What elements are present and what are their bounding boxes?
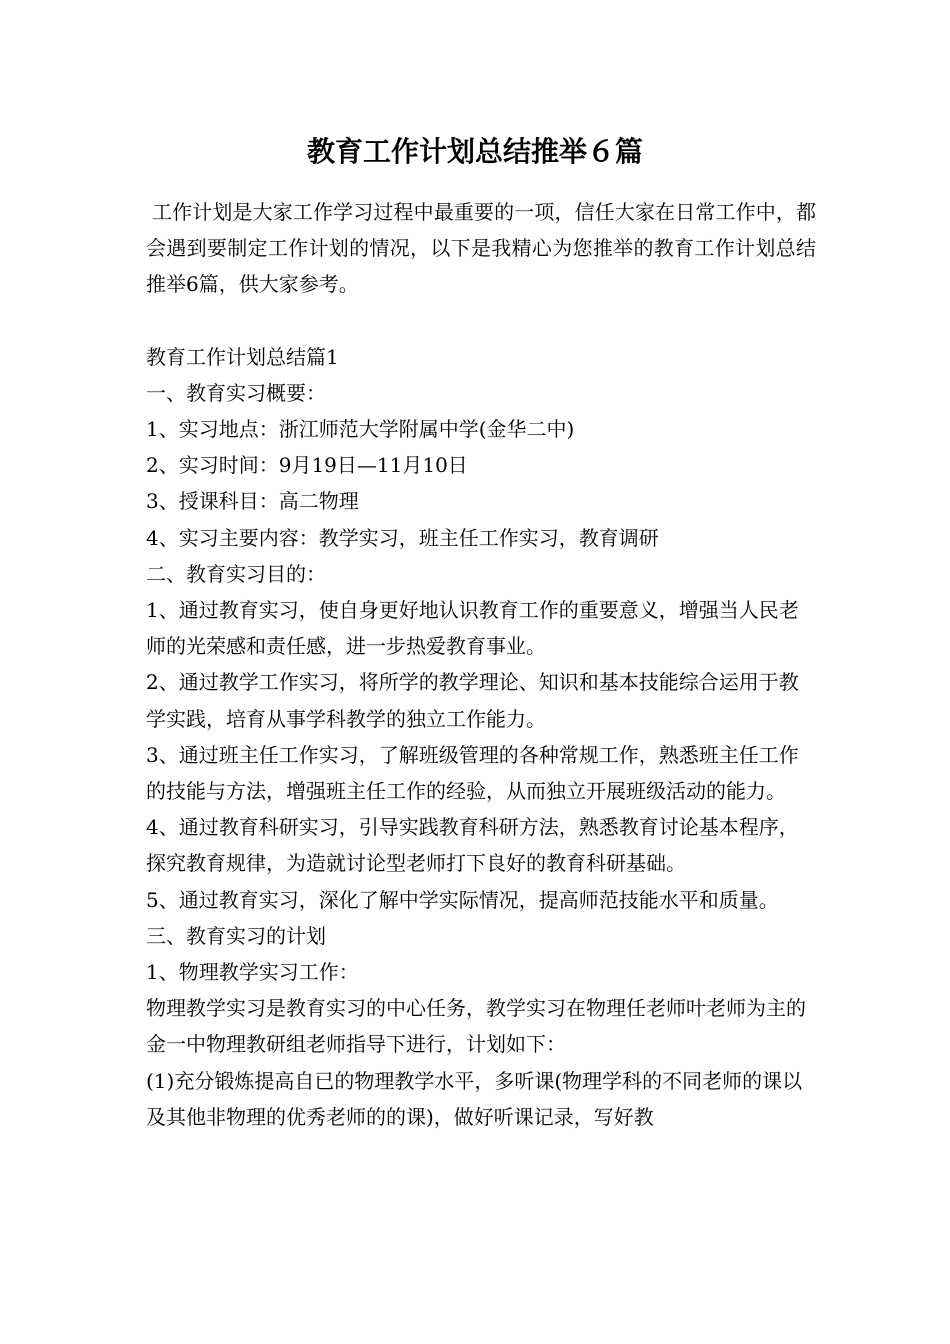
list-item: 2、通过教学工作实习，将所学的教学理论、知识和基本技能综合运用于教学实践，培育从事学科教学的独立工作能力。	[146, 670, 799, 731]
list-item: 3、授课科目：高二物理	[146, 489, 359, 514]
list-item: 3、通过班主任工作实习，了解班级管理的各种常规工作，熟悉班主任工作的技能与方法，增强班主任工作的经验，从而独立开展班级活动的能力。	[146, 742, 799, 804]
paragraph-gap	[146, 303, 816, 339]
intro-paragraph: 工作计划是大家工作学习过程中最重要的一项，信任大家在日常工作中，都会遇到要制定工作计划的情况，以下是我精心为您推举的教育工作计划总结推举6篇，供大家参考。	[146, 200, 816, 297]
subsection-heading: 一、教育实习概要：	[146, 380, 326, 405]
list-item: 1、实习地点：浙江师范大学附属中学(金华二中)	[146, 417, 575, 442]
list-item: 1、物理教学实习工作：	[146, 960, 359, 985]
document-body	[146, 194, 816, 1135]
list-item: 4、实习主要内容：教学实习，班主任工作实习，教育调研	[146, 525, 659, 550]
list-item: 2、实习时间：9月19日—11月10日	[146, 453, 468, 478]
section-heading: 教育工作计划总结篇1	[146, 344, 339, 369]
list-item: 4、通过教育科研实习，引导实践教育科研方法，熟悉教育讨论基本程序，探究教育规律，为造就讨论型老师打下良好的教育科研基础。	[146, 815, 799, 876]
list-item: 5、通过教育实习，深化了解中学实际情况，提高师范技能水平和质量。	[146, 887, 779, 912]
body-paragraph: 物理教学实习是教育实习的中心任务，教学实习在物理任老师叶老师为主的金一中物理教研组老师指导下进行，计划如下：	[146, 996, 806, 1057]
document-title: 教育工作计划总结推举６篇	[306, 135, 643, 168]
list-item: (1)充分锻炼提高自已的物理教学水平，多听课(物理学科的不同老师的课以及其他非物理的优秀老师的的课)，做好听课记录，写好教	[146, 1068, 803, 1129]
list-item: 1、通过教育实习，使自身更好地认识教育工作的重要意义，增强当人民老师的光荣感和责任感，进一步热爱教育事业。	[146, 598, 799, 659]
subsection-heading: 三、教育实习的计划	[146, 923, 326, 948]
subsection-heading: 二、教育实习目的：	[146, 561, 326, 586]
